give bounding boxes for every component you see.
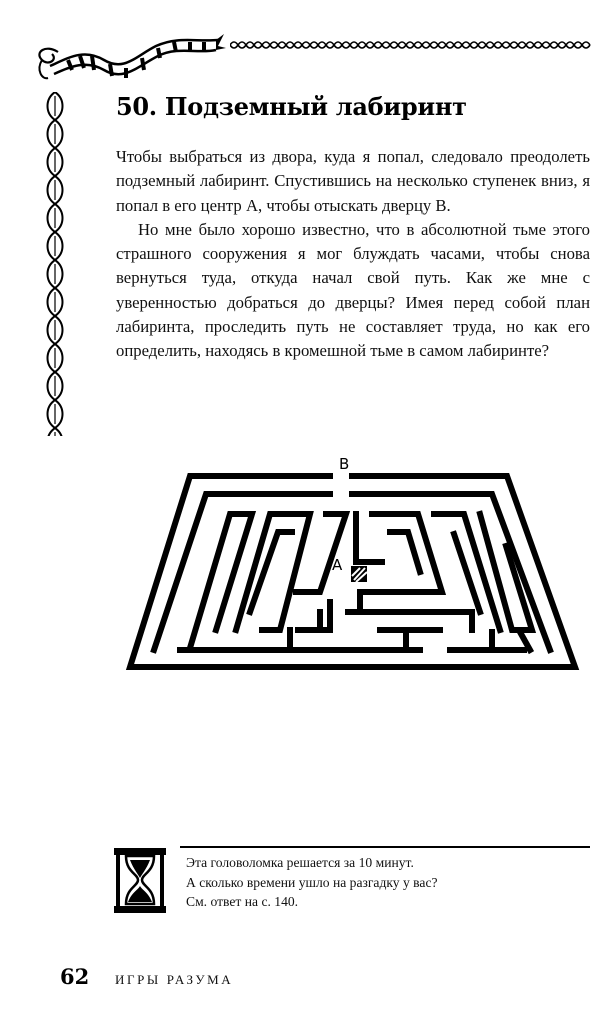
- exit-label-b: В: [339, 455, 350, 473]
- page-number: 62: [60, 964, 90, 989]
- timer-line: Эта головоломка решается за 10 минут.: [186, 855, 414, 870]
- decorative-rule: [230, 39, 592, 51]
- timer-note: [186, 853, 438, 912]
- timer-line: См. ответ на с. 140.: [186, 894, 299, 909]
- paragraph: Но мне было хорошо известно, что в абсолютной тьме этого страшного сооружения я мог блуждать часами, чтобы снова вернуться туда, откуда начал свой путь. Как же мне с уверенностью добраться до дверцы? Имея перед собой план лабиринта, проследить путь не составляет труда, но как его определить, находясь в кромешной тьме в самом лабиринте?: [116, 219, 590, 361]
- timer-line: А сколько времени ушло на разгадку у вас?: [186, 874, 438, 890]
- maze-diagram: [120, 452, 590, 676]
- ribbon-ornament: [28, 30, 228, 96]
- running-head: ИГРЫ РАЗУМА: [115, 972, 234, 987]
- puzzle-title: 50. Подземный лабиринт: [116, 92, 467, 121]
- puzzle-text: [116, 145, 590, 364]
- timer-rule: [180, 846, 590, 848]
- start-label-a: А: [332, 556, 343, 574]
- paragraph: Чтобы выбраться из двора, куда я попал, следовало преодолеть подземный лабиринт. Спустившись на несколько ступенек вниз, я попал в его центр А, чтобы отыскать дверцу В.: [116, 147, 590, 215]
- vertical-vine-ornament: [40, 92, 70, 442]
- hourglass-icon: [112, 846, 176, 916]
